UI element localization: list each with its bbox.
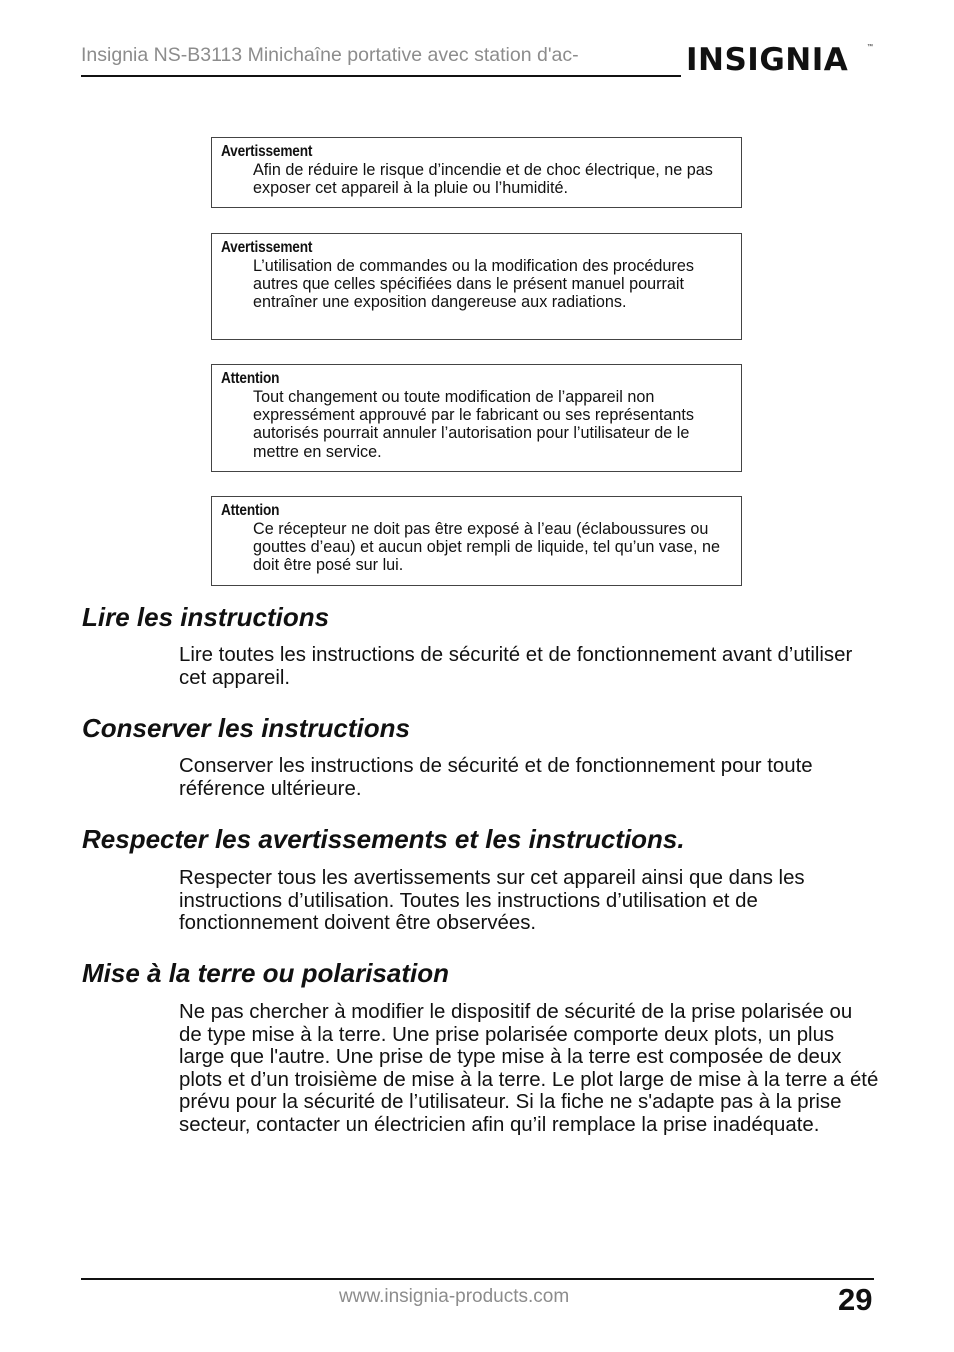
caution-box-modification [211, 364, 742, 472]
notice-text: Ce récepteur ne doit pas être exposé à l’eau (éclaboussures ou gouttes d’eau) et aucun objet rempli de liquide, tel qu’un vase, ne doit être posé sur lui. [253, 520, 721, 575]
section-heading: Respecter les avertissements et les instructions. [82, 824, 685, 854]
section-paragraph: Ne pas chercher à modifier le dispositif de sécurité de la prise polarisée ou de type mise à la terre. Une prise polarisée comporte deux plots, un plus large que l'autre. Une prise de type mise à la terre est composée de deux plots et d’un troisième de mise à la terre. Le plot large de mise à la terre a été prévu pour la sécurité de l’utilisateur. Si la fiche ne s'adapte pas à la prise secteur, contacter un électricien afin qu’il remplace la prise inadéquate. [179, 1001, 879, 1136]
caution-box-water [211, 496, 742, 586]
notice-text: Tout changement ou toute modification de l’appareil non expressément approuvé par le fabricant ou ses représentants autorisés pourrait annuler l’autorisation pour l’utilisateur de le mettre en service. [253, 388, 694, 461]
section-paragraph: Lire toutes les instructions de sécurité et de fonctionnement avant d’utiliser cet appareil. [179, 644, 853, 689]
page-number: 29 [838, 1282, 873, 1317]
section-paragraph: Respecter tous les avertissements sur cet appareil ainsi que dans les instructions d’utilisation. Toutes les instructions d’utilisation et de fonctionnement doivent être observées. [179, 867, 805, 935]
footer-url: www.insignia-products.com [339, 1286, 570, 1307]
section-paragraph: Conserver les instructions de sécurité et de fonctionnement pour toute référence ultérieure. [179, 755, 813, 800]
notice-text: L’utilisation de commandes ou la modification des procédures autres que celles spécifiées dans le présent manuel pourrait entraîner une exposition dangereuse aux radiations. [253, 257, 694, 312]
warning-box-radiation [211, 233, 742, 340]
logo-wordmark: INSIGNIA [686, 42, 849, 78]
insignia-logo [686, 36, 876, 88]
section-heading: Conserver les instructions [82, 713, 410, 743]
notice-title: Avertissement [221, 143, 313, 160]
notice-title: Attention [221, 502, 280, 519]
logo-trademark: ™ [867, 44, 873, 50]
notice-text: Afin de réduire le risque d’incendie et de choc électrique, ne pas exposer cet appareil à la pluie ou l’humidité. [253, 161, 713, 198]
running-header-title: Insignia NS-B3113 Minichaîne portative avec station d'ac- [81, 44, 579, 66]
footer-divider [81, 1278, 874, 1280]
header-divider [81, 75, 681, 77]
section-heading: Mise à la terre ou polarisation [82, 958, 449, 988]
notice-title: Avertissement [221, 239, 313, 256]
notice-title: Attention [221, 370, 280, 387]
warning-box-fire [211, 137, 742, 208]
section-heading: Lire les instructions [82, 602, 330, 632]
